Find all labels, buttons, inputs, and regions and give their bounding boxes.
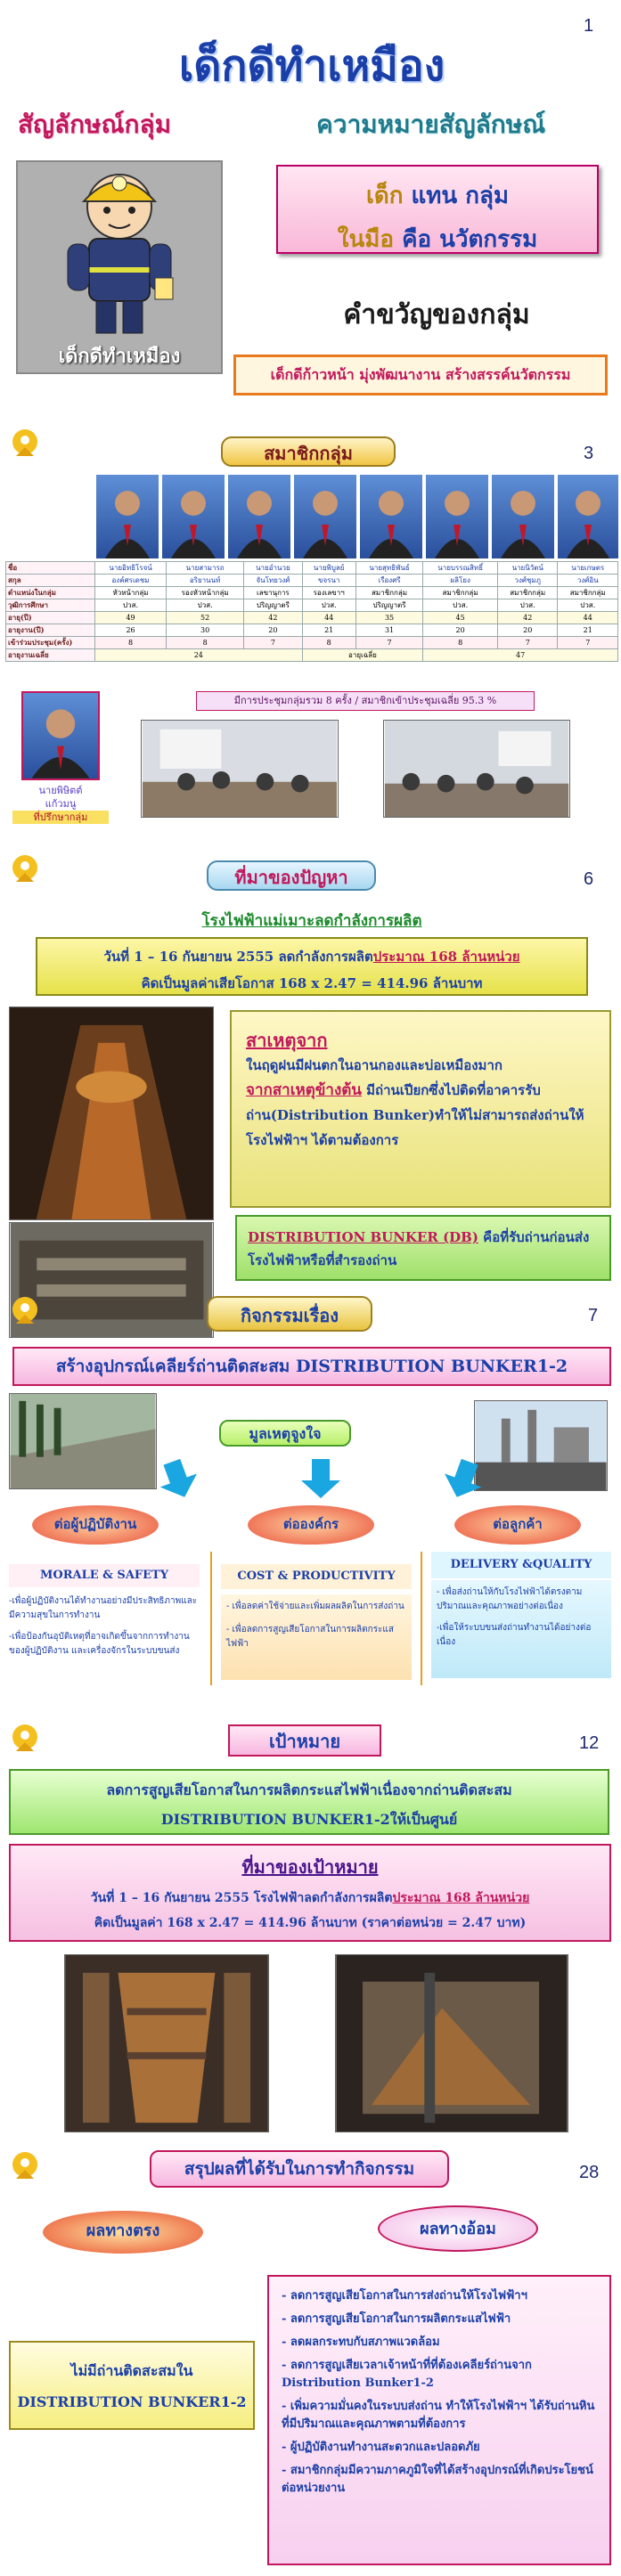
- operator-list: [9, 1594, 200, 1659]
- list-item: - ลดการสูญเสียเวลาเจ้าหน้าที่ที่ต้องเคลียร์ถ่านจาก Distribution Bunker1-2: [282, 2359, 532, 2390]
- table-cell: 20: [244, 624, 302, 637]
- table-cell: 7: [498, 637, 558, 649]
- avg-age-label: อายุเฉลี่ย: [302, 649, 423, 662]
- mascot-frame: [16, 160, 223, 374]
- list-item: - เพิ่มความมั่นคงในระบบส่งถ่าน ทำให้โรงไฟฟ้าฯ ได้รับถ่านหินที่มีปริมาณและคุณภาพตามที่ต้องการ: [282, 2400, 595, 2431]
- table-cell: นายสุทธิพันธ์: [355, 562, 423, 575]
- table-cell: องค์ศรเดชม: [95, 575, 167, 587]
- members-table: [5, 561, 618, 662]
- page-title: เด็กดีทำเหมือง: [178, 41, 445, 91]
- column-divider: [421, 1552, 422, 1685]
- table-row: [6, 599, 618, 612]
- member-photo: [228, 475, 290, 558]
- direct-results-heading: ผลทางตรง: [43, 2211, 203, 2254]
- table-cell: ปวส.: [498, 599, 558, 612]
- table-cell: เรืองศรี: [355, 575, 423, 587]
- section-title: เป้าหมาย: [228, 1724, 381, 1757]
- db-term: DISTRIBUTION BUNKER (DB): [248, 1229, 478, 1245]
- list-item: - เพื่อลดการสูญเสียโอกาสในการผลิตกระแสไฟฟ้า: [226, 1625, 394, 1649]
- meaning-box: [276, 165, 599, 254]
- table-cell: 49: [95, 612, 167, 624]
- table-cell: 26: [95, 624, 167, 637]
- org-list: [221, 1594, 412, 1680]
- table-cell: นายอิทธิโรจน์: [95, 562, 167, 575]
- advisor-role: ที่ปรึกษากลุ่ม: [12, 811, 109, 824]
- table-cell: 8: [95, 637, 167, 649]
- direct-result-line-2: DISTRIBUTION BUNKER1-2: [17, 2393, 247, 2410]
- table-cell: 20: [498, 624, 558, 637]
- table-cell: ปวส.: [95, 599, 167, 612]
- avg-age-value: 47: [423, 649, 618, 662]
- motivation-label: มูลเหตุจูงใจ: [219, 1420, 351, 1447]
- table-cell: ปวส.: [558, 599, 618, 612]
- qcc-logo-icon: [7, 426, 43, 465]
- section-subtitle: โรงไฟฟ้าแม่เมาะลดกำลังการผลิต: [201, 912, 422, 930]
- row-label: อายุงาน(ปี): [6, 624, 95, 637]
- list-item: - เพื่อส่งถ่านให้กับโรงไฟฟ้าได้ตรงตามปริมาณและคุณภาพอย่างต่อเนื่อง: [437, 1587, 583, 1611]
- org-heading: COST & PRODUCTIVITY: [221, 1564, 412, 1589]
- table-cell: 42: [498, 612, 558, 624]
- cause-box: [230, 1010, 611, 1208]
- goal-line-1: ลดการสูญเสียโอกาสในการผลิตกระแสไฟฟ้าเนื่องจากถ่านติดสะสม: [106, 1781, 512, 1798]
- site-photo: [9, 1393, 157, 1489]
- table-row: [6, 575, 618, 587]
- meeting-photo: [383, 720, 570, 818]
- row-label: อายุ(ปี): [6, 612, 95, 624]
- table-cell: 7: [355, 637, 423, 649]
- indirect-results-box: [267, 2275, 611, 2565]
- qcc-logo-icon: [7, 1721, 43, 1760]
- table-row: [6, 612, 618, 624]
- page-number: 3: [584, 444, 594, 463]
- table-cell: ปริญญาตรี: [244, 599, 302, 612]
- slogan-box: เด็กดีก้าวหน้า มุ่งพัฒนางาน สร้างสรรค์นวัตกรรม: [233, 355, 608, 395]
- qcc-logo-icon: [7, 1293, 43, 1333]
- table-cell: นายอำนวย: [244, 562, 302, 575]
- impact-value: คิดเป็นมูลค่าเสียโอกาส 168 x 2.47 = 414.96 ล้านบาท: [141, 975, 483, 991]
- table-cell: เลขานุการ: [244, 587, 302, 599]
- indirect-results-heading: ผลทางอ้อม: [378, 2205, 538, 2252]
- table-cell: 44: [558, 612, 618, 624]
- symbol-meaning-heading: ความหมายสัญลักษณ์: [316, 110, 546, 139]
- list-item: - เพื่อลดค่าใช้จ่ายและเพิ่มผลผลิตในการส่งถ่าน: [226, 1602, 404, 1611]
- page-number: 28: [579, 2163, 600, 2182]
- member-photo: [360, 475, 422, 558]
- row-label: ตำแหน่งในกลุ่ม: [6, 587, 95, 599]
- qcc-logo-icon: [7, 852, 43, 891]
- list-item: - ลดการสูญเสียโอกาสในการผลิตกระแสไฟฟ้า: [282, 2312, 511, 2326]
- target-operator: ต่อผู้ปฏิบัติงาน: [32, 1505, 159, 1545]
- table-cell: หัวหน้ากลุ่ม: [95, 587, 167, 599]
- table-cell: รองหัวหน้ากลุ่ม: [167, 587, 244, 599]
- member-photo: [162, 475, 225, 558]
- table-cell: 8: [302, 637, 355, 649]
- meaning-word-group: แทน กลุ่ม: [411, 183, 510, 209]
- target-organization: ต่อองค์กร: [248, 1505, 374, 1545]
- cause-text-2: มีถ่านเปียกซึ่งไปติดที่อาคารรับถ่าน(Distribution Bunker)ทำให้ไม่สามารถส่งถ่านให้โรงไฟฟ้าฯ ได้ตามต้องการ: [246, 1082, 584, 1148]
- activity-title: สร้างอุปกรณ์เคลียร์ถ่านติดสะสม DISTRIBUTION BUNKER1-2: [12, 1347, 611, 1386]
- customer-heading: DELIVERY &QUALITY: [431, 1552, 611, 1578]
- list-item: - สมาชิกกลุ่มมีความภาคภูมิใจที่ได้สร้างอุปกรณ์ที่เกิดประโยชน์ต่อหน่วยงาน: [282, 2464, 593, 2495]
- slogan-heading: คำขวัญของกลุ่ม: [343, 299, 530, 330]
- table-row: [6, 649, 618, 662]
- goal-source-units: ประมาณ 168 ล้านหน่วย: [392, 1891, 530, 1905]
- list-item: -เพื่อผู้ปฏิบัติงานได้ทำงานอย่างมีประสิทธิภาพและมีความสุขในการทำงาน: [9, 1596, 198, 1620]
- impact-dates: วันที่ 1 – 16 กันยายน 2555 ลดกำลังการผลิต: [103, 949, 373, 965]
- group-symbol-heading: สัญลักษณ์กลุ่ม: [18, 110, 172, 139]
- table-cell: รองเลขาฯ: [302, 587, 355, 599]
- table-cell: นายบรรณสิทธิ์: [423, 562, 498, 575]
- list-item: - ลดผลกระทบกับสภาพแวดล้อม: [282, 2336, 440, 2349]
- table-cell: 20: [423, 624, 498, 637]
- member-photo: [96, 475, 159, 558]
- qcc-logo-icon: [7, 2148, 43, 2188]
- table-cell: 8: [423, 637, 498, 649]
- impact-box: [36, 937, 588, 996]
- mascot-illustration: [18, 162, 221, 340]
- goal-source-value: คิดเป็นมูลค่า 168 x 2.47 = 414.96 ล้านบาท (ราคาต่อหน่วย = 2.47 บาท): [94, 1916, 527, 1930]
- mascot-caption: เด็กดีทำเหมือง: [58, 345, 181, 368]
- impact-units: ประมาณ 168 ล้านหน่วย: [372, 949, 520, 965]
- goal-source-title: ที่มาของเป้าหมาย: [241, 1856, 379, 1878]
- table-cell: นายสามารถ: [167, 562, 244, 575]
- meaning-word-hand: ในมือ: [337, 226, 395, 253]
- table-cell: สมาชิกกลุ่ม: [498, 587, 558, 599]
- table-cell: 8: [167, 637, 244, 649]
- advisor-name: นายพิษิตต์: [38, 785, 83, 796]
- table-cell: 31: [355, 624, 423, 637]
- table-cell: 42: [244, 612, 302, 624]
- table-cell: จันโทยวงศ์: [244, 575, 302, 587]
- avg-work-value: 24: [95, 649, 303, 662]
- table-cell: ขจรนา: [302, 575, 355, 587]
- table-cell: 7: [558, 637, 618, 649]
- table-cell: 35: [355, 612, 423, 624]
- page-number: 7: [588, 1306, 599, 1325]
- member-photo: [492, 475, 554, 558]
- table-cell: 21: [302, 624, 355, 637]
- table-cell: 45: [423, 612, 498, 624]
- table-cell: 21: [558, 624, 618, 637]
- row-label: วุฒิการศึกษา: [6, 599, 95, 612]
- advisor-info: [12, 784, 109, 824]
- table-cell: 52: [167, 612, 244, 624]
- section-title: สมาชิกกลุ่ม: [221, 436, 396, 467]
- member-photo-row: [96, 475, 618, 559]
- goal-source-box: [9, 1844, 611, 1942]
- list-item: -เพื่อป้องกันอุบัติเหตุที่อาจเกิดขึ้นจากการทำงานของผู้ปฏิบัติงาน และเครื่องจักรในระบบขนส่ง: [9, 1632, 190, 1656]
- meeting-stats: มีการประชุมกลุ่มรวม 8 ครั้ง / สมาชิกเข้าประชุมเฉลี่ย 95.3 %: [196, 691, 535, 711]
- table-cell: ผลิโยง: [423, 575, 498, 587]
- section-title: ที่มาของปัญหา: [207, 860, 376, 891]
- section-title: กิจกรรมเรื่อง: [207, 1296, 372, 1332]
- advisor-photo: [21, 691, 100, 780]
- table-cell: อริยานนท์: [167, 575, 244, 587]
- table-cell: วงศ์อิน: [558, 575, 618, 587]
- list-item: - ผู้ปฏิบัติงานทำงานสะดวกและปลอดภัย: [282, 2441, 480, 2454]
- arrows-icon: [143, 1457, 499, 1500]
- table-cell: นายพิบูลย์: [302, 562, 355, 575]
- customer-list: [431, 1580, 611, 1678]
- direct-result-line-1: ไม่มีถ่านติดสะสมใน: [70, 2362, 193, 2379]
- table-cell: สมาชิกกลุ่ม: [423, 587, 498, 599]
- table-cell: นายเกษตร: [558, 562, 618, 575]
- table-cell: นายนิวัตน์: [498, 562, 558, 575]
- member-photo: [558, 475, 618, 558]
- row-label: สกุล: [6, 575, 95, 587]
- cause-text-2-lead: จากสาเหตุข้างต้น: [246, 1081, 362, 1099]
- table-cell: สมาชิกกลุ่ม: [355, 587, 423, 599]
- table-cell: 7: [244, 637, 302, 649]
- section-title: สรุปผลที่ได้รับในการทำกิจกรรม: [150, 2150, 449, 2188]
- table-row: [6, 562, 618, 575]
- operator-heading: MORALE & SAFETY: [9, 1564, 200, 1587]
- cause-heading: สาเหตุจาก: [246, 1030, 328, 1051]
- cause-text-1: ในฤดูฝนมีฝนตกในอานกองและบ่อเหมืองมาก: [246, 1057, 503, 1073]
- table-row: [6, 624, 618, 637]
- goal-line-2: DISTRIBUTION BUNKER1-2ให้เป็นศูนย์: [160, 1811, 458, 1828]
- table-row: [6, 587, 618, 599]
- meeting-photo: [141, 720, 339, 818]
- table-row: [6, 637, 618, 649]
- goal-source-dates: วันที่ 1 – 16 กันยายน 2555 โรงไฟฟ้าลดกำลังการผลิต: [90, 1891, 393, 1905]
- bunker-photo: [9, 1007, 214, 1220]
- member-photo: [294, 475, 356, 558]
- table-cell: ปริญญาตรี: [355, 599, 423, 612]
- direct-results-box: [9, 2341, 255, 2430]
- page-number: 1: [584, 16, 594, 36]
- db-definition-box: [235, 1215, 611, 1281]
- table-cell: ปวส.: [302, 599, 355, 612]
- table-cell: ปวส.: [167, 599, 244, 612]
- table-cell: 30: [167, 624, 244, 637]
- row-label: อายุงานเฉลี่ย: [6, 649, 95, 662]
- meaning-word-innovation: คือ นวัตกรรม: [402, 226, 538, 253]
- table-cell: สมาชิกกลุ่ม: [558, 587, 618, 599]
- bunker-photo: [64, 1954, 269, 2132]
- row-label: ชื่อ: [6, 562, 95, 575]
- table-cell: วงศ์ชุมภู: [498, 575, 558, 587]
- meaning-word-child: เด็ก: [365, 183, 404, 209]
- table-cell: 44: [302, 612, 355, 624]
- bunker-photo: [335, 1954, 568, 2132]
- page-number: 6: [584, 869, 594, 889]
- row-label: เข้าร่วมประชุม(ครั้ง): [6, 637, 95, 649]
- column-divider: [210, 1552, 212, 1685]
- list-item: - ลดการสูญเสียโอกาสในการส่งถ่านให้โรงไฟฟ้าฯ: [282, 2289, 527, 2303]
- advisor-surname: แก้วมนู: [45, 798, 77, 810]
- target-customer: ต่อลูกค้า: [454, 1505, 581, 1545]
- list-item: -เพื่อให้ระบบขนส่งถ่านทำงานได้อย่างต่อเนื่อง: [437, 1623, 592, 1647]
- table-cell: ปวส.: [423, 599, 498, 612]
- goal-box: [9, 1769, 609, 1835]
- page-number: 12: [579, 1733, 600, 1753]
- db-definition: คือที่รับถ่านก่อนส่งโรงไฟฟ้าหรือที่สำรองถ่าน: [248, 1229, 590, 1268]
- member-photo: [426, 475, 488, 558]
